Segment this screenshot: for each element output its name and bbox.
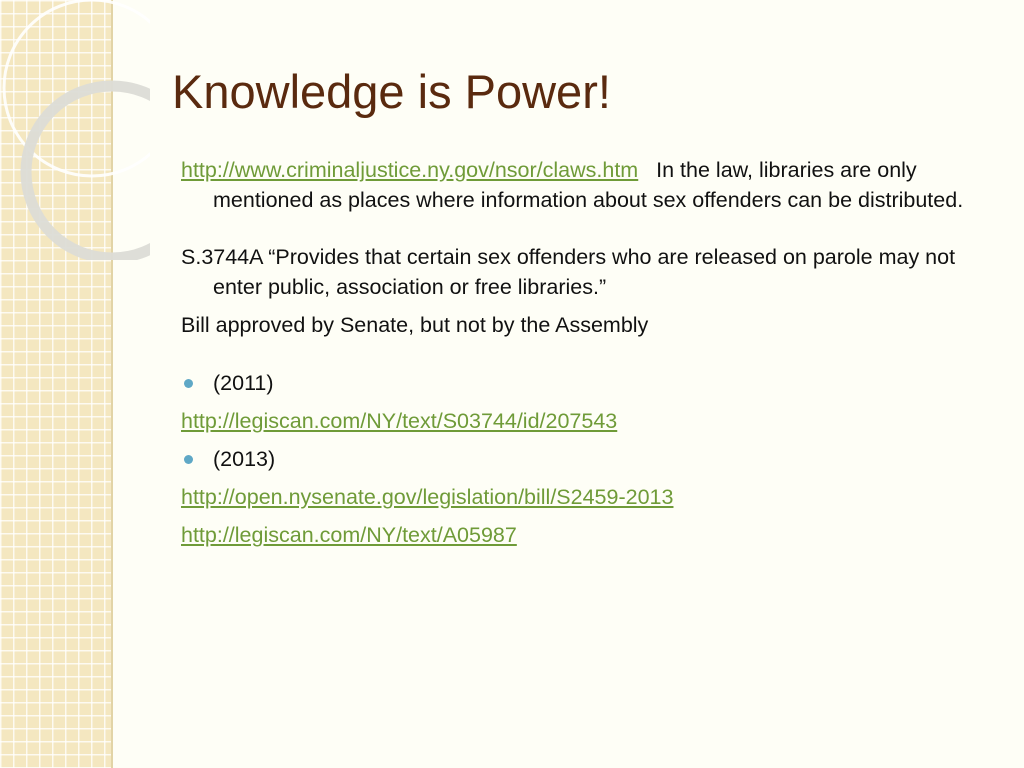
bill-paragraph: S.3744A “Provides that certain sex offenders who are released on parole may not enter public, association or free libraries.” bbox=[181, 245, 956, 299]
bullet-label-2013: (2013) bbox=[213, 447, 276, 471]
bullet-item-2013 bbox=[181, 444, 991, 474]
link-row-nysenate bbox=[181, 482, 991, 512]
link-row-legiscan-s03744 bbox=[181, 406, 991, 436]
bullet-dot-icon bbox=[184, 455, 193, 464]
nysenate-s2459-link[interactable]: http://open.nysenate.gov/legislation/bill/S2459-2013 bbox=[181, 485, 674, 509]
law-paragraph bbox=[181, 155, 991, 215]
slide-title: Knowledge is Power! bbox=[172, 65, 611, 118]
decorative-arcs bbox=[0, 0, 150, 260]
approval-status-text: Bill approved by Senate, but not by the Assembly bbox=[181, 313, 649, 337]
legiscan-a05987-link[interactable]: http://legiscan.com/NY/text/A05987 bbox=[181, 523, 517, 547]
slide-body bbox=[181, 155, 991, 550]
law-note-text: In the law, libraries are only mentioned as places where information about sex offenders can be distributed. bbox=[213, 158, 964, 212]
legiscan-s03744-link[interactable]: http://legiscan.com/NY/text/S03744/id/207543 bbox=[181, 409, 618, 433]
link-row-legiscan-a05987 bbox=[181, 520, 991, 550]
claws-link[interactable]: http://www.criminaljustice.ny.gov/nsor/claws.htm bbox=[181, 158, 639, 182]
bullet-dot-icon bbox=[184, 379, 193, 388]
decorative-ring-inner bbox=[26, 86, 150, 258]
bullet-item-2011 bbox=[181, 368, 991, 398]
bullet-label-2011: (2011) bbox=[213, 371, 274, 395]
